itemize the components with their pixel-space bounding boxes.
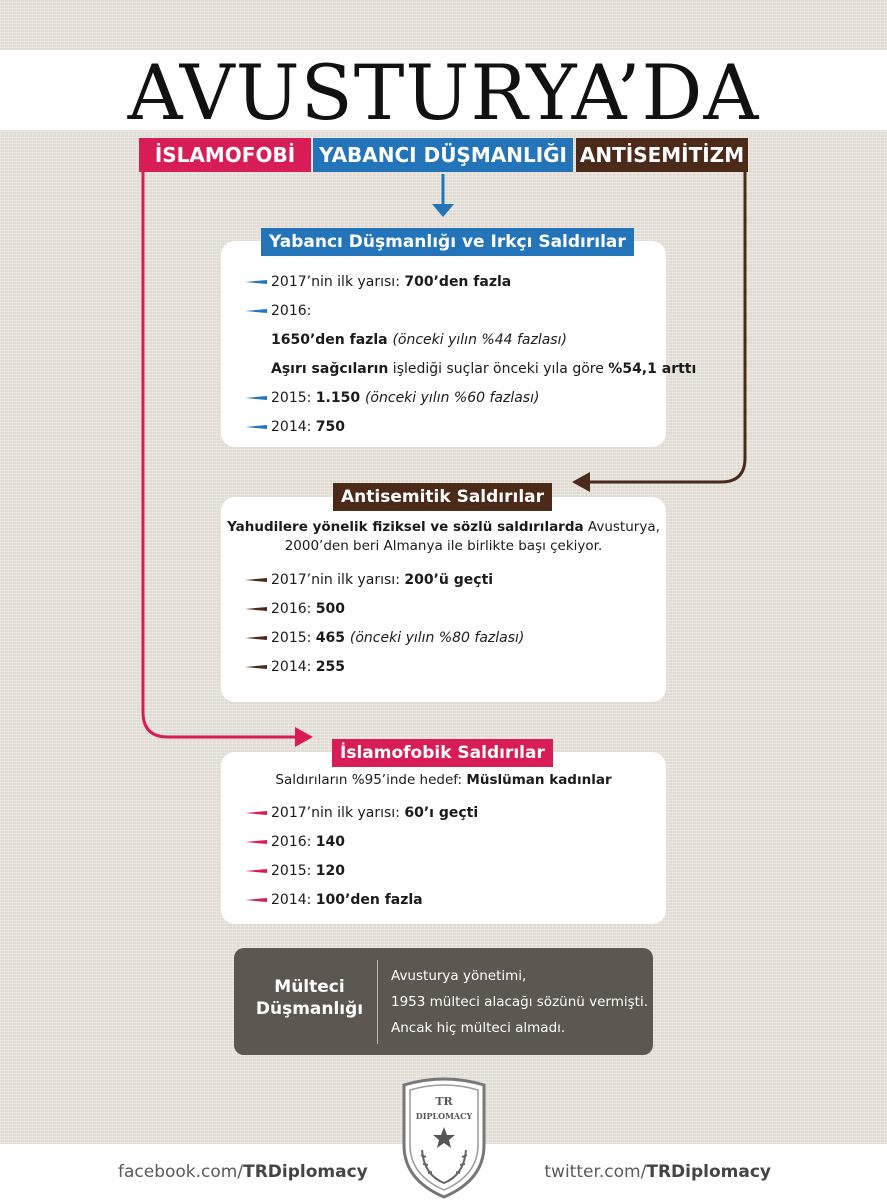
tick-icon bbox=[245, 309, 267, 313]
tick-icon bbox=[245, 636, 267, 640]
refugee-text-line: Avusturya yönetimi, bbox=[391, 968, 527, 984]
refugee-text-line: 1953 mülteci alacağı sözünü vermişti. bbox=[391, 994, 648, 1010]
tick-icon bbox=[245, 425, 267, 429]
tab-yabanci-dusmanligi: YABANCI DÜŞMANLIĞI bbox=[313, 138, 573, 172]
tick-icon bbox=[245, 840, 267, 844]
tick-icon bbox=[245, 607, 267, 611]
tick-icon bbox=[245, 280, 267, 284]
list-item: Aşırı sağcıların işlediği suçlar önceki yıla göre %54,1 arttı bbox=[271, 361, 697, 377]
tab-antisemitizm: ANTİSEMİTİZM bbox=[576, 138, 748, 172]
twitter-link[interactable]: twitter.com/TRDiplomacy bbox=[544, 1162, 771, 1182]
page-title: AVUSTURYA’DA bbox=[127, 48, 760, 137]
red-arrow-head bbox=[295, 727, 313, 747]
refugee-text-line: Ancak hiç mülteci almadı. bbox=[391, 1020, 566, 1036]
svg-text:TR: TR bbox=[435, 1095, 453, 1108]
list-item: 2016: 140 bbox=[245, 833, 345, 851]
refugee-box bbox=[234, 948, 653, 1055]
brown-arrow-head bbox=[572, 472, 590, 492]
card-header-yabanci: Yabancı Düşmanlığı ve Irkçı Saldırılar bbox=[261, 228, 634, 256]
refugee-title-line: Mülteci bbox=[274, 977, 345, 997]
list-item: 2015: 465 (önceki yılın %80 fazlası) bbox=[245, 629, 524, 647]
card-header-antisemitik: Antisemitik Saldırılar bbox=[333, 483, 552, 511]
list-item: 2017’nin ilk yarısı: 60’ı geçti bbox=[245, 804, 478, 822]
tick-icon bbox=[245, 898, 267, 902]
list-item: 1650’den fazla (önceki yılın %44 fazlası) bbox=[271, 332, 567, 348]
svg-text:DIPLOMACY: DIPLOMACY bbox=[415, 1111, 473, 1121]
intro-line-2: 2000’den beri Almanya ile birlikte başı çekiyor. bbox=[284, 538, 603, 554]
tab-islamofobi: İSLAMOFOBİ bbox=[139, 138, 311, 172]
list-item: 2017’nin ilk yarısı: 700’den fazla bbox=[245, 273, 511, 291]
list-item: 2015: 120 bbox=[245, 862, 345, 880]
intro-line-1: Yahudilere yönelik fiziksel ve sözlü saldırılarda Avusturya, bbox=[227, 519, 660, 535]
list-item: 2014: 750 bbox=[245, 418, 345, 436]
divider bbox=[377, 960, 378, 1044]
card-header-islamofobik: İslamofobik Saldırılar bbox=[332, 739, 553, 767]
intro-line: Saldırıların %95’inde hedef: Müslüman kadınlar bbox=[275, 772, 612, 788]
blue-arrow-head bbox=[432, 204, 454, 217]
facebook-link[interactable]: facebook.com/TRDiplomacy bbox=[118, 1162, 368, 1182]
tick-icon bbox=[245, 396, 267, 400]
list-item: 2014: 255 bbox=[245, 658, 345, 676]
list-item: 2016: bbox=[245, 302, 311, 320]
tick-icon bbox=[245, 578, 267, 582]
tr-diplomacy-logo bbox=[394, 1075, 494, 1200]
tick-icon bbox=[245, 811, 267, 815]
tick-icon bbox=[245, 869, 267, 873]
list-item: 2014: 100’den fazla bbox=[245, 891, 423, 909]
list-item: 2016: 500 bbox=[245, 600, 345, 618]
list-item: 2017’nin ilk yarısı: 200’ü geçti bbox=[245, 571, 493, 589]
list-item: 2015: 1.150 (önceki yılın %60 fazlası) bbox=[245, 389, 539, 407]
refugee-title-line: Düşmanlığı bbox=[255, 999, 364, 1019]
tick-icon bbox=[245, 665, 267, 669]
refugee-title bbox=[252, 976, 367, 1020]
